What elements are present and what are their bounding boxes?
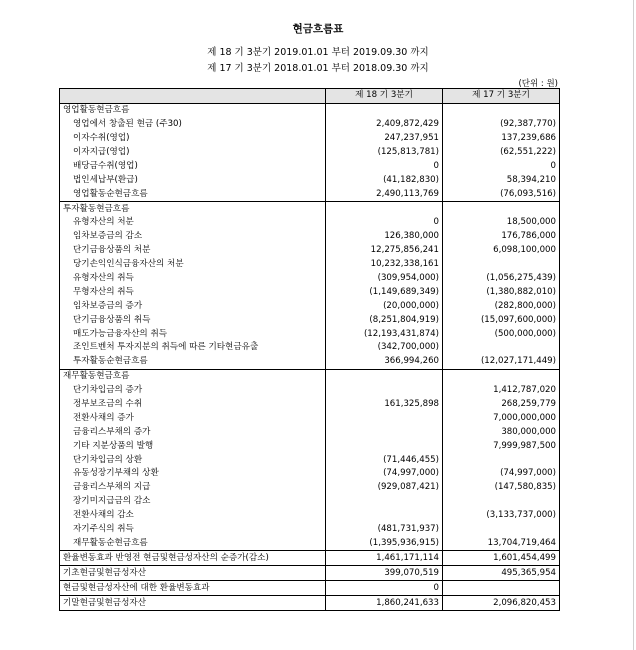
row-label: 단기금융상품의 처분 xyxy=(60,244,326,258)
row-previous-value: (1,380,882,010) xyxy=(443,285,560,299)
row-current-value xyxy=(326,509,443,523)
row-label: 전환사채의 감소 xyxy=(60,509,326,523)
row-current-value: 247,237,951 xyxy=(326,132,443,146)
table-row xyxy=(60,103,560,117)
row-previous-value xyxy=(443,495,560,509)
row-label: 배당금수취(영업) xyxy=(60,159,326,173)
row-previous-value xyxy=(443,202,560,216)
row-current-value xyxy=(326,369,443,383)
table-row xyxy=(60,509,560,523)
row-previous-value: (76,093,516) xyxy=(443,187,560,201)
row-current-value: 126,380,000 xyxy=(326,230,443,244)
row-current-value: (41,182,830) xyxy=(326,173,443,187)
row-label: 기초현금및현금성자산 xyxy=(60,566,326,581)
row-current-value: (74,997,000) xyxy=(326,467,443,481)
table-row xyxy=(60,566,560,581)
row-current-value: (125,813,781) xyxy=(326,146,443,160)
row-previous-value: (3,133,737,000) xyxy=(443,509,560,523)
table-row xyxy=(60,159,560,173)
row-label: 기말현금및현금성자산 xyxy=(60,596,326,611)
row-label: 전환사채의 증가 xyxy=(60,411,326,425)
table-row xyxy=(60,369,560,383)
row-previous-value xyxy=(443,341,560,355)
row-previous-value: 176,786,000 xyxy=(443,230,560,244)
row-label: 영업에서 창출된 현금 (주30) xyxy=(60,118,326,132)
row-current-value: 1,860,241,633 xyxy=(326,596,443,611)
period-current: 제 18 기 3분기 2019.01.01 부터 2019.09.30 까지 xyxy=(207,47,429,58)
table-row xyxy=(60,453,560,467)
row-current-value: (342,700,000) xyxy=(326,341,443,355)
row-label: 재무활동현금흐름 xyxy=(60,369,326,383)
row-label: 금융리스부채의 증가 xyxy=(60,425,326,439)
row-label: 유형자산의 처분 xyxy=(60,216,326,230)
row-previous-value: 268,259,779 xyxy=(443,398,560,412)
row-previous-value: 495,365,954 xyxy=(443,566,560,581)
table-row xyxy=(60,230,560,244)
row-previous-value: 7,000,000,000 xyxy=(443,411,560,425)
row-previous-value: (12,027,171,449) xyxy=(443,355,560,369)
row-label: 이자수취(영업) xyxy=(60,132,326,146)
row-current-value: 10,232,338,161 xyxy=(326,258,443,272)
table-row xyxy=(60,272,560,286)
row-current-value: (929,087,421) xyxy=(326,481,443,495)
row-previous-value: (62,551,222) xyxy=(443,146,560,160)
row-previous-value xyxy=(443,581,560,596)
row-label: 자기주식의 취득 xyxy=(60,523,326,537)
table-row xyxy=(60,467,560,481)
row-previous-value: 1,412,787,020 xyxy=(443,384,560,398)
row-current-value: (1,395,936,915) xyxy=(326,537,443,551)
row-label: 유동성장기부채의 상환 xyxy=(60,467,326,481)
row-current-value: 2,409,872,429 xyxy=(326,118,443,132)
row-label: 기타 지분상품의 발행 xyxy=(60,439,326,453)
row-previous-value: (74,997,000) xyxy=(443,467,560,481)
table-row xyxy=(60,118,560,132)
row-label: 영업활동현금흐름 xyxy=(60,103,326,117)
row-label: 매도가능금융자산의 취득 xyxy=(60,327,326,341)
row-label: 무형자산의 취득 xyxy=(60,285,326,299)
row-previous-value: 6,098,100,000 xyxy=(443,244,560,258)
row-label: 단기차입금의 증가 xyxy=(60,384,326,398)
row-label: 현금및현금성자산에 대한 환율변동효과 xyxy=(60,581,326,596)
row-current-value: (20,000,000) xyxy=(326,299,443,313)
row-current-value: 366,994,260 xyxy=(326,355,443,369)
row-label: 영업활동순현금흐름 xyxy=(60,187,326,201)
row-current-value: (1,149,689,349) xyxy=(326,285,443,299)
row-previous-value: 18,500,000 xyxy=(443,216,560,230)
table-row xyxy=(60,596,560,611)
row-previous-value: 13,704,719,464 xyxy=(443,537,560,551)
row-label: 투자활동현금흐름 xyxy=(60,202,326,216)
row-label: 단기금융상품의 취득 xyxy=(60,313,326,327)
row-label: 장기미지급금의 감소 xyxy=(60,495,326,509)
row-previous-value: (147,580,835) xyxy=(443,481,560,495)
table-row xyxy=(60,216,560,230)
table-row xyxy=(60,327,560,341)
row-current-value: (12,193,431,874) xyxy=(326,327,443,341)
table-row xyxy=(60,258,560,272)
document-title: 현금흐름표 xyxy=(292,23,344,35)
row-previous-value: 137,239,686 xyxy=(443,132,560,146)
header-previous-period: 제 17 기 3분기 xyxy=(443,89,560,104)
row-previous-value: (1,056,275,439) xyxy=(443,272,560,286)
table-row xyxy=(60,285,560,299)
row-previous-value: 1,601,454,499 xyxy=(443,551,560,566)
table-row xyxy=(60,439,560,453)
cash-flow-table xyxy=(59,88,560,611)
table-row xyxy=(60,202,560,216)
row-current-value xyxy=(326,495,443,509)
row-label: 투자활동순현금흐름 xyxy=(60,355,326,369)
table-row xyxy=(60,341,560,355)
row-previous-value: 380,000,000 xyxy=(443,425,560,439)
unit-label: (단위 : 원) xyxy=(518,79,558,89)
table-row xyxy=(60,313,560,327)
row-previous-value: 0 xyxy=(443,159,560,173)
row-label: 재무활동순현금흐름 xyxy=(60,537,326,551)
row-previous-value: 2,096,820,453 xyxy=(443,596,560,611)
table-row xyxy=(60,384,560,398)
page-border xyxy=(633,0,634,650)
row-label: 금융리스부채의 지급 xyxy=(60,481,326,495)
row-current-value xyxy=(326,411,443,425)
row-current-value xyxy=(326,202,443,216)
row-previous-value: (282,800,000) xyxy=(443,299,560,313)
row-current-value: 161,325,898 xyxy=(326,398,443,412)
row-current-value: 0 xyxy=(326,159,443,173)
row-current-value xyxy=(326,384,443,398)
row-current-value: (481,731,937) xyxy=(326,523,443,537)
row-current-value: 0 xyxy=(326,581,443,596)
table-row xyxy=(60,355,560,369)
table-row xyxy=(60,537,560,551)
row-label: 환율변동효과 반영전 현금및현금성자산의 순증가(감소) xyxy=(60,551,326,566)
table-row xyxy=(60,481,560,495)
row-previous-value: 58,394,210 xyxy=(443,173,560,187)
row-label: 당기손익인식금융자산의 처분 xyxy=(60,258,326,272)
row-current-value xyxy=(326,103,443,117)
table-body xyxy=(60,103,560,610)
row-label: 임차보증금의 증가 xyxy=(60,299,326,313)
row-current-value: 0 xyxy=(326,216,443,230)
row-current-value: (309,954,000) xyxy=(326,272,443,286)
row-label: 단기차입금의 상환 xyxy=(60,453,326,467)
row-label: 이자지급(영업) xyxy=(60,146,326,160)
table-row xyxy=(60,173,560,187)
row-current-value xyxy=(326,425,443,439)
header-current-period: 제 18 기 3분기 xyxy=(326,89,443,104)
table-row xyxy=(60,398,560,412)
table-row xyxy=(60,523,560,537)
table-row xyxy=(60,495,560,509)
table-row xyxy=(60,551,560,566)
row-previous-value xyxy=(443,453,560,467)
table-row xyxy=(60,425,560,439)
row-current-value xyxy=(326,439,443,453)
row-current-value: (71,446,455) xyxy=(326,453,443,467)
row-current-value: (8,251,804,919) xyxy=(326,313,443,327)
row-current-value: 12,275,856,241 xyxy=(326,244,443,258)
table-row xyxy=(60,132,560,146)
row-current-value: 399,070,519 xyxy=(326,566,443,581)
table-row xyxy=(60,146,560,160)
table-row xyxy=(60,299,560,313)
table-row xyxy=(60,581,560,596)
row-previous-value: (500,000,000) xyxy=(443,327,560,341)
table-row xyxy=(60,244,560,258)
row-previous-value: 7,999,987,500 xyxy=(443,439,560,453)
row-current-value: 2,490,113,769 xyxy=(326,187,443,201)
row-previous-value xyxy=(443,369,560,383)
table-row xyxy=(60,411,560,425)
row-previous-value: (15,097,600,000) xyxy=(443,313,560,327)
table-header-row xyxy=(60,89,560,104)
row-current-value: 1,461,171,114 xyxy=(326,551,443,566)
period-previous: 제 17 기 3분기 2018.01.01 부터 2018.09.30 까지 xyxy=(207,63,429,74)
row-previous-value: (92,387,770) xyxy=(443,118,560,132)
header-label xyxy=(60,89,326,104)
table-row xyxy=(60,187,560,201)
row-previous-value xyxy=(443,103,560,117)
row-label: 정부보조금의 수취 xyxy=(60,398,326,412)
row-label: 임차보증금의 감소 xyxy=(60,230,326,244)
row-previous-value xyxy=(443,258,560,272)
row-label: 법인세납부(환급) xyxy=(60,173,326,187)
row-label: 유형자산의 취득 xyxy=(60,272,326,286)
row-previous-value xyxy=(443,523,560,537)
row-label: 조인트벤처 투자지분의 취득에 따른 기타현금유출 xyxy=(60,341,326,355)
